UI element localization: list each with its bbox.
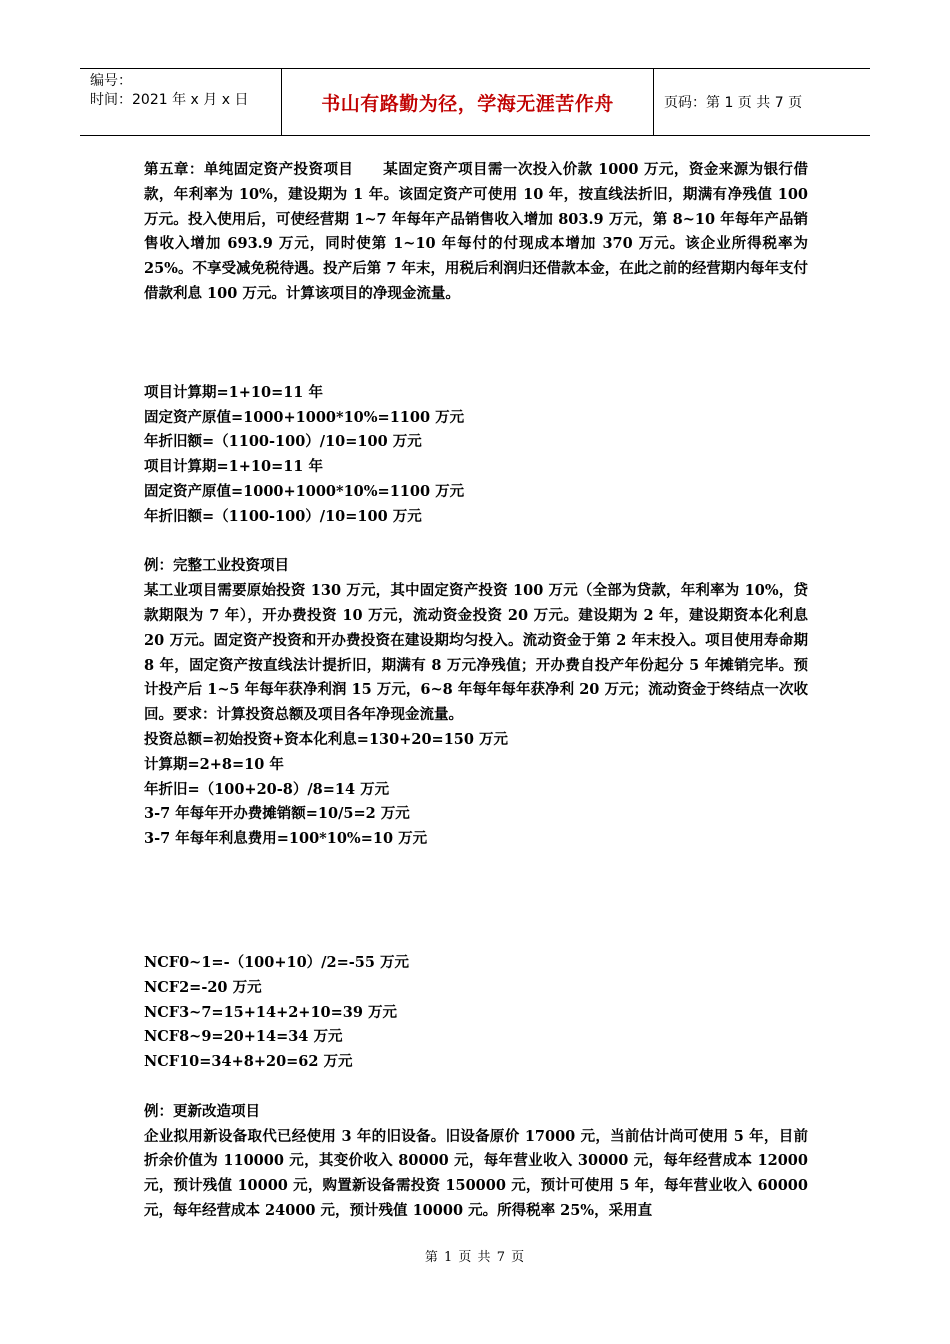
ncf-line: NCF8~9=20+14=34 万元 (144, 1028, 343, 1046)
section2-body: 某工业项目需要原始投资 130 万元，其中固定资产投资 100 万元（全部为贷款，年利率为 10%，贷款期限为 7 年），开办费投资 10 万元，流动资金投资 20 万元。建设期为 2 年，建设期资本化利息 20 万元。固定资产投资和开办费投资在建设期均匀投入。流动资金于第 2 年末投入。项目使用寿命期 8 年，固定资产按直线法计提折旧，期满有 8 万元净残值；开办费自投产年份起分 5 年摊销完毕。预计投产后 1~5 年每年获净利润 15 万元，6~8 年每年每年获净利 20 万元；流动资金于终结点一次收回。要求：计算投资总额及项目各年净现金流量。 (144, 582, 808, 724)
calc-line: 计算期=2+8=10 年 (144, 755, 284, 773)
header-meta (80, 69, 282, 135)
calc-line: 3-7 年每年利息费用=100*10%=10 万元 (144, 830, 428, 848)
section2-title: 例：完整工业投资项目 (144, 557, 289, 575)
ncf-line: NCF2=-20 万元 (144, 978, 262, 996)
calc-line: 年折旧额=（1100-100）/10=100 万元 (144, 507, 422, 525)
calc-line: 固定资产原值=1000+1000*10%=1100 万元 (144, 482, 465, 500)
document-number: 编号： (90, 73, 132, 89)
document-time: 时间：2021 年 x 月 x 日 (90, 92, 249, 108)
ncf-line: NCF10=34+8+20=62 万元 (144, 1053, 353, 1071)
section3-title: 例：更新改造项目 (144, 1102, 260, 1120)
calc-line: 项目计算期=1+10=11 年 (144, 383, 323, 401)
header-page-info: 页码：第 1 页 共 7 页 (664, 95, 803, 111)
calc-line: 年折旧=（100+20-8）/8=14 万元 (144, 780, 390, 798)
calc-line: 固定资产原值=1000+1000*10%=1100 万元 (144, 408, 465, 426)
ncf-line: NCF3~7=15+14+2+10=39 万元 (144, 1003, 398, 1021)
section3-body: 企业拟用新设备取代已经使用 3 年的旧设备。旧设备原价 17000 元，当前估计尚可使用 5 年，目前折余价值为 110000 元，其变价收入 80000 元，每年营业收入 30000 元，每年经营成本 12000 元，预计残值 10000 元，购置新设备需投资 150000 元，预计可使用 5 年，每年营业收入 60000 元，每年经营成本 24000 元，预计残值 10000 元。所得税率 25%，采用直 (144, 1127, 808, 1219)
calc-line: 3-7 年每年开办费摊销额=10/5=2 万元 (144, 805, 410, 823)
ncf-line: NCF0~1=-（100+10）/2=-55 万元 (144, 953, 409, 971)
header-motto: 书山有路勤为径，学海无涯苦作舟 (282, 69, 654, 135)
calc-line: 年折旧额=（1100-100）/10=100 万元 (144, 433, 422, 451)
calc-line: 项目计算期=1+10=11 年 (144, 458, 323, 476)
page-header (80, 68, 870, 136)
document-body (144, 158, 808, 1224)
calc-line: 投资总额=初始投资+资本化利息=130+20=150 万元 (144, 730, 509, 748)
section1-intro: 第五章：单纯固定资产投资项目 某固定资产项目需一次投入价款 1000 万元，资金来源为银行借款，年利率为 10%，建设期为 1 年。该固定资产可使用 10 年，按直线法折旧，期满有净残值 100 万元。投入使用后，可使经营期 1~7 年每年产品销售收入增加 803.9 万元，第 8~10 年每年产品销售收入增加 693.9 万元，同时使第 1~10 年每付的付现成本增加 370 万元。该企业所得税率为 25%。不享受减免税待遇。投产后第 7 年末，用税后利润归还借款本金，在此之前的经营期内每年支付借款利息 100 万元。计算该项目的净现金流量。 (144, 161, 808, 302)
page-footer: 第 1 页 共 7 页 (424, 1250, 526, 1265)
